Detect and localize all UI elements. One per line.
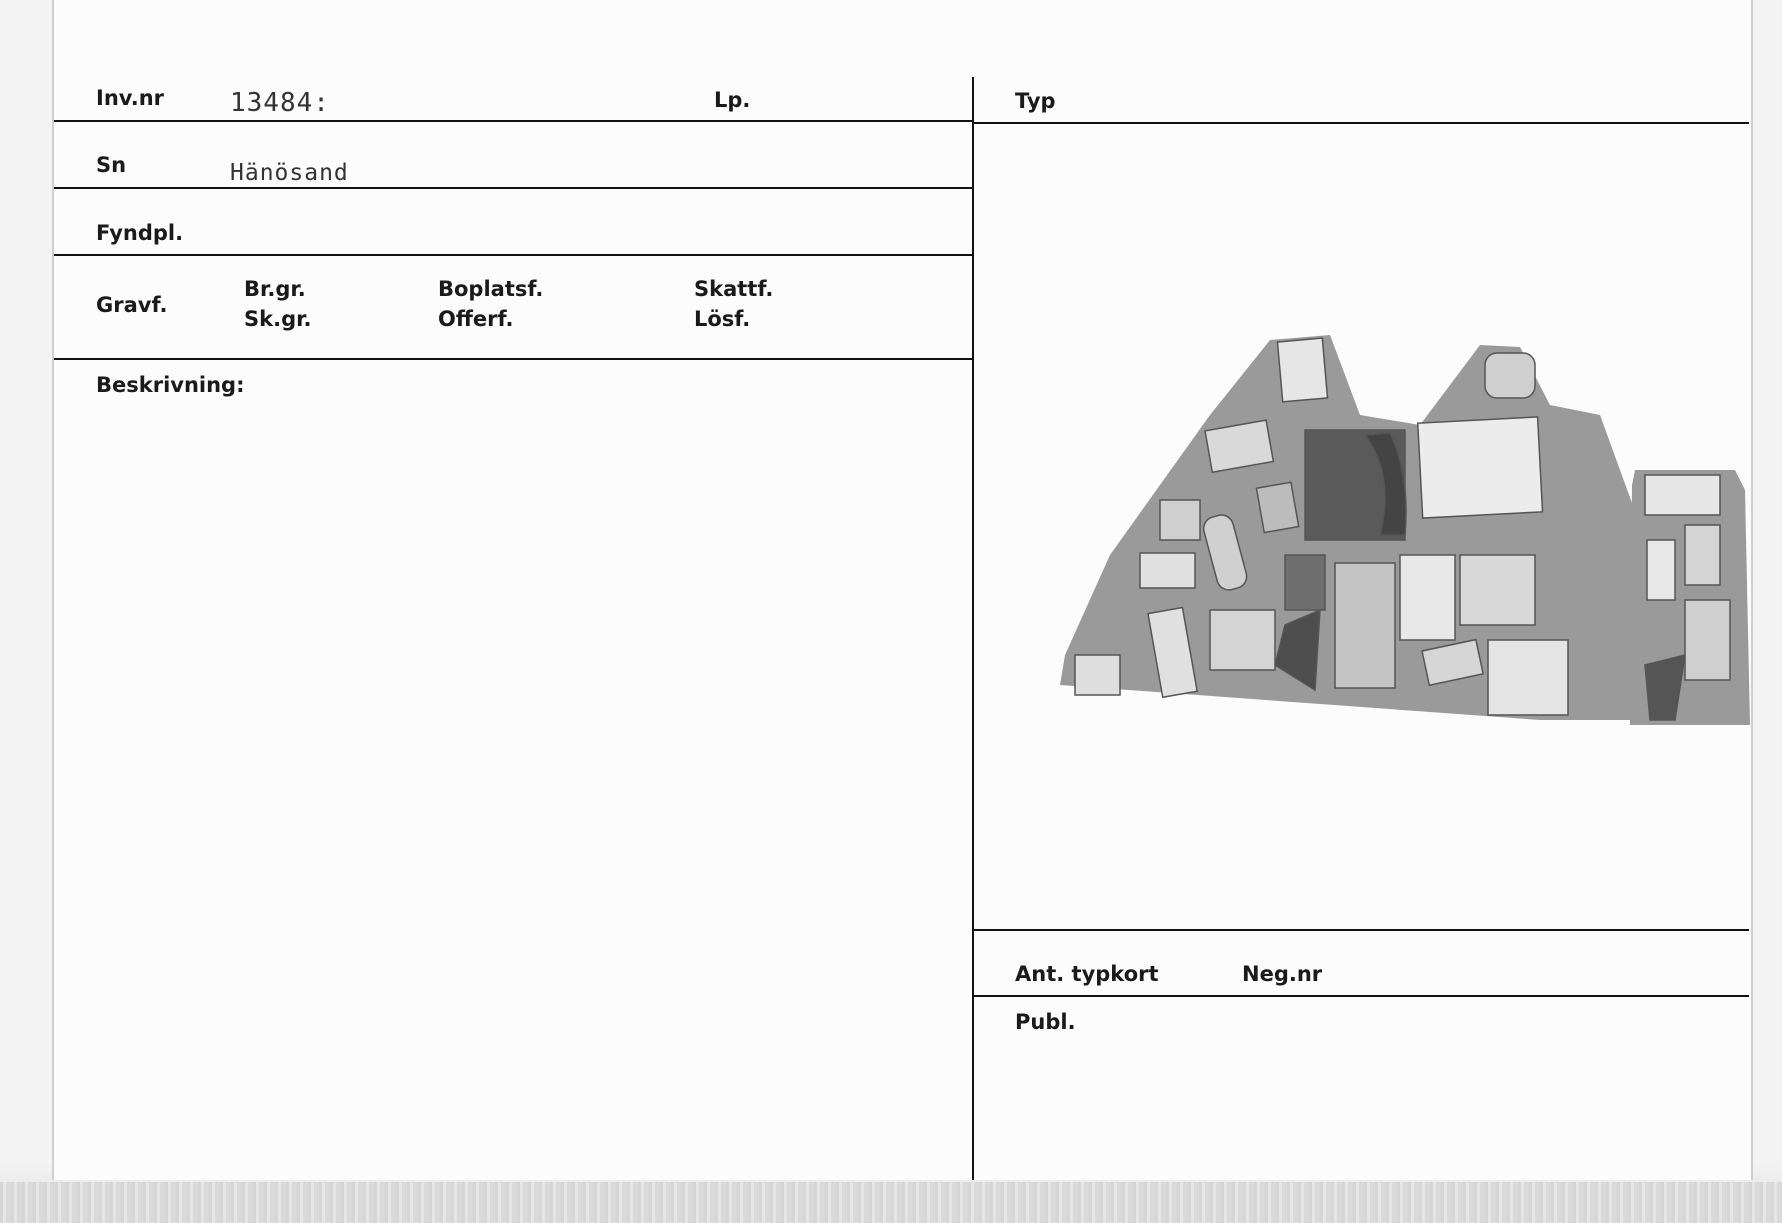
rule-neg-nr — [974, 995, 1749, 997]
rule-typ — [974, 122, 1749, 124]
fyndpl-label: Fyndpl. — [96, 221, 184, 245]
gravf-label: Gravf. — [96, 293, 168, 317]
artifact-fragments-photo — [1060, 325, 1750, 725]
losf-label: Lösf. — [694, 307, 751, 331]
inv-nr-label: Inv.nr — [96, 86, 165, 110]
lp-label: Lp. — [714, 88, 751, 112]
rule-fyndpl — [54, 254, 972, 256]
inv-nr-value: 13484: — [230, 88, 330, 118]
brgr-label: Br.gr. — [244, 277, 306, 301]
publ-label: Publ. — [1015, 1010, 1076, 1034]
rule-sn — [54, 187, 972, 189]
rule-invnr — [54, 120, 972, 122]
scan-bottom-edge — [0, 1182, 1782, 1223]
ant-typkort-label: Ant. typkort — [1015, 962, 1159, 986]
column-divider — [972, 77, 974, 1180]
skattf-label: Skattf. — [694, 277, 774, 301]
offerf-label: Offerf. — [438, 307, 514, 331]
sn-label: Sn — [96, 153, 127, 177]
rule-ant-typkort — [974, 929, 1749, 931]
boplatsf-label: Boplatsf. — [438, 277, 544, 301]
typ-label: Typ — [1015, 89, 1056, 113]
rule-gravf — [54, 358, 972, 360]
sn-value: Hänösand — [230, 160, 349, 186]
skgr-label: Sk.gr. — [244, 307, 312, 331]
beskrivning-label: Beskrivning: — [96, 373, 245, 397]
neg-nr-label: Neg.nr — [1242, 962, 1323, 986]
